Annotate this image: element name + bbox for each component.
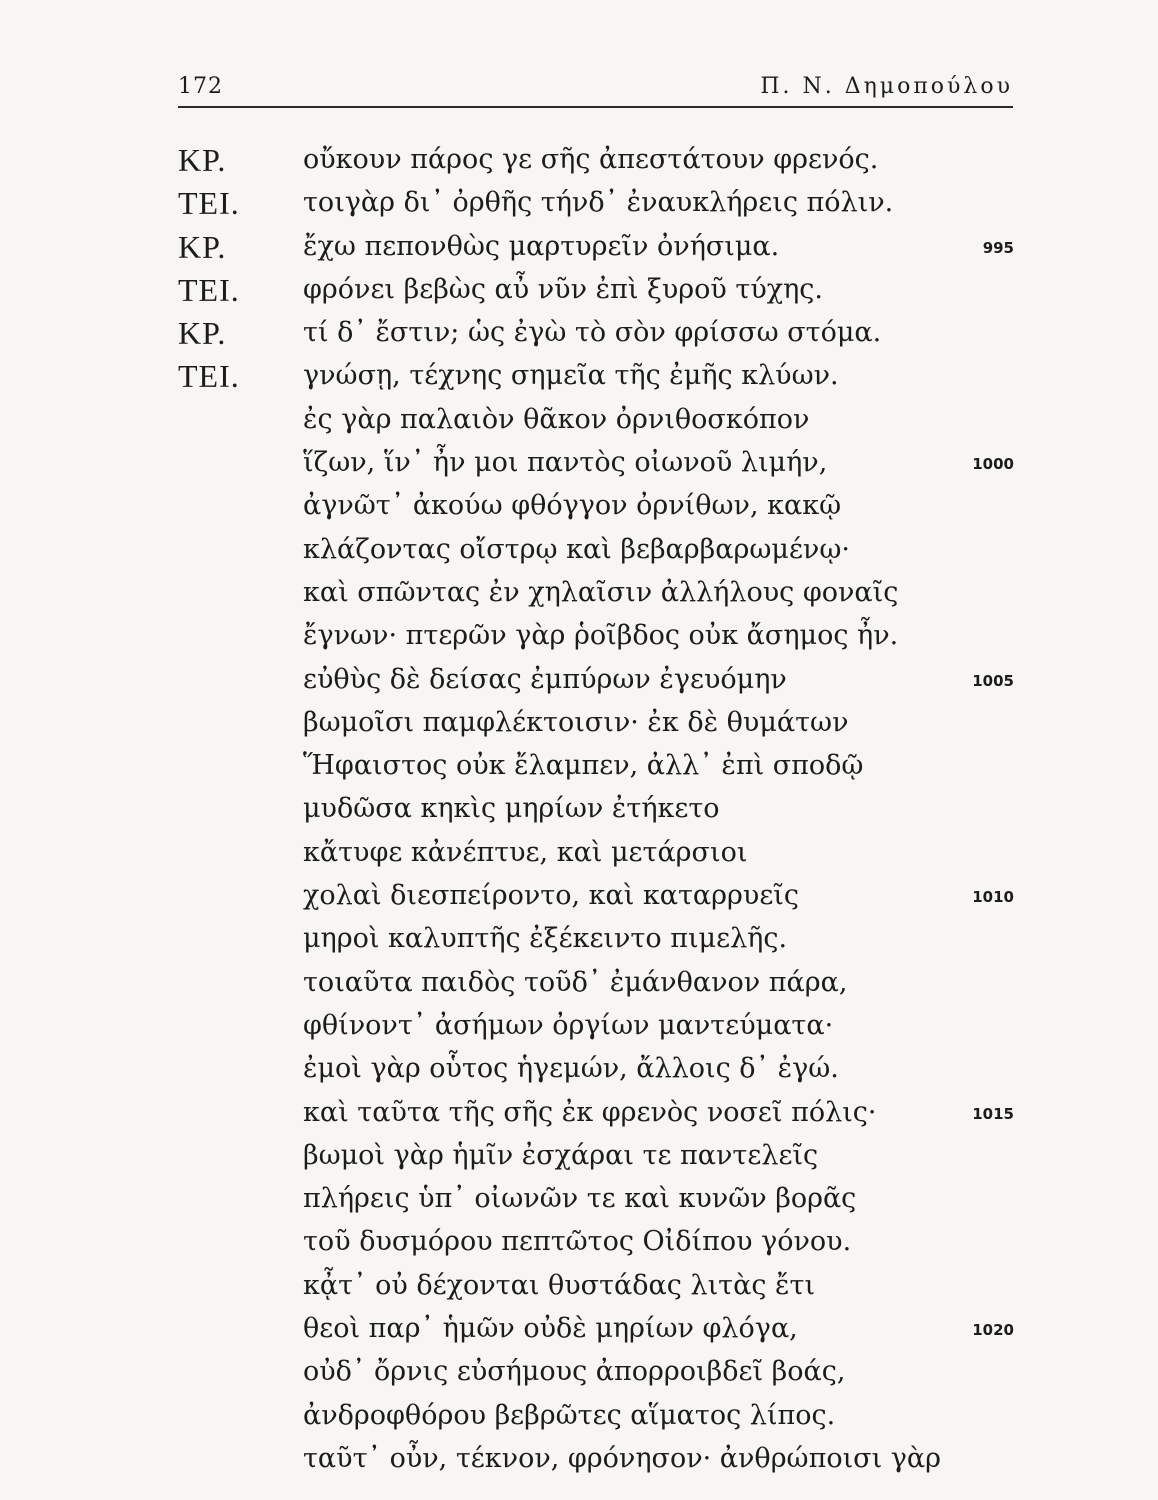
verse-line bbox=[0, 486, 1158, 529]
verse-line bbox=[0, 1439, 1158, 1482]
verse-text-line: ἀγνῶτ᾽ ἀκούω φθόγγον ὀρνίθων, κακῷ bbox=[303, 490, 842, 522]
verse-text-line: μηροὶ καλυπτῆς ἐξέκειντο πιμελῆς. bbox=[303, 923, 788, 955]
verse-line bbox=[0, 400, 1158, 443]
verse-line bbox=[0, 616, 1158, 659]
verse-line bbox=[0, 1179, 1158, 1222]
verse-line bbox=[0, 746, 1158, 789]
verse-text-line: φθίνοντ᾽ ἀσήμων ὀργίων μαντεύματα· bbox=[303, 1009, 834, 1041]
verse-line bbox=[0, 140, 1158, 183]
verse-line bbox=[0, 270, 1158, 313]
verse-line bbox=[0, 660, 1158, 703]
verse-line bbox=[0, 227, 1158, 270]
verse-line bbox=[0, 833, 1158, 876]
verse-line bbox=[0, 356, 1158, 399]
verse-text bbox=[0, 140, 1158, 1482]
verse-text-line: χολαὶ διεσπείροντο, καὶ καταρρυεῖς bbox=[303, 880, 800, 912]
line-number: 1020 bbox=[972, 1321, 1014, 1340]
speaker-label: ΤΕΙ. bbox=[178, 358, 240, 395]
verse-text-line: πλήρεις ὑπ᾽ οἰωνῶν τε καὶ κυνῶν βορᾶς bbox=[303, 1183, 857, 1215]
verse-line bbox=[0, 1093, 1158, 1136]
verse-line bbox=[0, 313, 1158, 356]
verse-line bbox=[0, 876, 1158, 919]
verse-text-line: ἐμοὶ γὰρ οὗτος ἡγεμών, ἄλλοις δ᾽ ἐγώ. bbox=[303, 1053, 839, 1085]
verse-line bbox=[0, 1396, 1158, 1439]
verse-text-line: τοῦ δυσμόρου πεπτῶτος Οἰδίπου γόνου. bbox=[303, 1226, 852, 1258]
verse-line bbox=[0, 530, 1158, 573]
page-number: 172 bbox=[178, 74, 223, 99]
verse-text-line: τί δ᾽ ἔστιν; ὡς ἐγὼ τὸ σὸν φρίσσω στόμα. bbox=[303, 317, 882, 349]
verse-text-line: ἔγνων· πτερῶν γὰρ ῥοῖβδος οὐκ ἄσημος ἦν. bbox=[303, 620, 899, 652]
verse-line bbox=[0, 1222, 1158, 1265]
verse-text-line: τοιαῦτα παιδὸς τοῦδ᾽ ἐμάνθανον πάρα, bbox=[303, 966, 848, 998]
line-number: 995 bbox=[982, 238, 1014, 257]
line-number: 1000 bbox=[972, 455, 1014, 474]
page-header bbox=[178, 66, 1013, 108]
line-number: 1005 bbox=[972, 671, 1014, 690]
running-head: Π. Ν. Δημοπούλου bbox=[760, 74, 1013, 99]
verse-line bbox=[0, 1309, 1158, 1352]
verse-line bbox=[0, 1352, 1158, 1395]
verse-text-line: εὐθὺς δὲ δείσας ἐμπύρων ἐγευόμην bbox=[303, 663, 787, 695]
verse-line bbox=[0, 789, 1158, 832]
line-number: 1010 bbox=[972, 888, 1014, 907]
speaker-label: ΚΡ. bbox=[178, 315, 227, 352]
verse-line bbox=[0, 703, 1158, 746]
speaker-label: ΤΕΙ. bbox=[178, 271, 240, 308]
verse-text-line: μυδῶσα κηκὶς μηρίων ἐτήκετο bbox=[303, 793, 720, 825]
verse-text-line: καὶ ταῦτα τῆς σῆς ἐκ φρενὸς νοσεῖ πόλις· bbox=[303, 1096, 877, 1128]
verse-text-line: κλάζοντας οἴστρῳ καὶ βεβαρβαρωμένῳ· bbox=[303, 533, 850, 565]
verse-text-line: βωμοὶ γὰρ ἡμῖν ἐσχάραι τε παντελεῖς bbox=[303, 1139, 819, 1171]
verse-text-line: κᾆτ᾽ οὐ δέχονται θυστάδας λιτὰς ἔτι bbox=[303, 1269, 816, 1301]
verse-text-line: ταῦτ᾽ οὖν, τέκνον, φρόνησον· ἀνθρώποισι γὰρ bbox=[303, 1442, 942, 1474]
verse-text-line: τοιγὰρ δι᾽ ὀρθῆς τήνδ᾽ ἐναυκλήρεις πόλιν. bbox=[303, 187, 894, 219]
speaker-label: ΚΡ. bbox=[178, 228, 227, 265]
verse-line bbox=[0, 919, 1158, 962]
verse-text-line: βωμοῖσι παμφλέκτοισιν· ἐκ δὲ θυμάτων bbox=[303, 706, 849, 738]
verse-line bbox=[0, 963, 1158, 1006]
verse-line bbox=[0, 1006, 1158, 1049]
verse-text-line: οὔκουν πάρος γε σῆς ἀπεστάτουν φρενός. bbox=[303, 144, 879, 175]
verse-text-line: ἔχω πεπονθὼς μαρτυρεῖν ὀνήσιμα. bbox=[303, 230, 780, 262]
verse-text-line: γνώσῃ, τέχνης σημεῖα τῆς ἐμῆς κλύων. bbox=[303, 360, 839, 392]
verse-line bbox=[0, 1266, 1158, 1309]
verse-text-line: Ἥφαιστος οὐκ ἔλαμπεν, ἀλλ᾽ ἐπὶ σποδῷ bbox=[303, 750, 864, 782]
verse-line bbox=[0, 183, 1158, 226]
verse-text-line: κἄτυφε κἀνέπτυε, καὶ μετάρσιοι bbox=[303, 836, 748, 868]
speaker-label: ΤΕΙ. bbox=[178, 185, 240, 222]
speaker-label: ΚΡ. bbox=[178, 142, 227, 178]
verse-text-line: ἵζων, ἵν᾽ ἦν μοι παντὸς οἰωνοῦ λιμήν, bbox=[303, 447, 828, 479]
verse-text-line: ἀνδροφθόρου βεβρῶτες αἵματος λίπος. bbox=[303, 1399, 836, 1431]
verse-text-line: θεοὶ παρ᾽ ἡμῶν οὐδὲ μηρίων φλόγα, bbox=[303, 1313, 798, 1345]
verse-text-line: ἐς γὰρ παλαιὸν θᾶκον ὀρνιθοσκόπον bbox=[303, 403, 810, 435]
verse-line bbox=[0, 573, 1158, 616]
verse-line bbox=[0, 1136, 1158, 1179]
verse-line bbox=[0, 443, 1158, 486]
verse-line bbox=[0, 1049, 1158, 1092]
line-number: 1015 bbox=[972, 1104, 1014, 1123]
verse-text-line: καὶ σπῶντας ἐν χηλαῖσιν ἀλλήλους φοναῖς bbox=[303, 576, 899, 608]
verse-text-line: φρόνει βεβὼς αὖ νῦν ἐπὶ ξυροῦ τύχης. bbox=[303, 273, 823, 305]
verse-text-line: οὐδ᾽ ὄρνις εὐσήμους ἀπορροιβδεῖ βοάς, bbox=[303, 1356, 846, 1388]
